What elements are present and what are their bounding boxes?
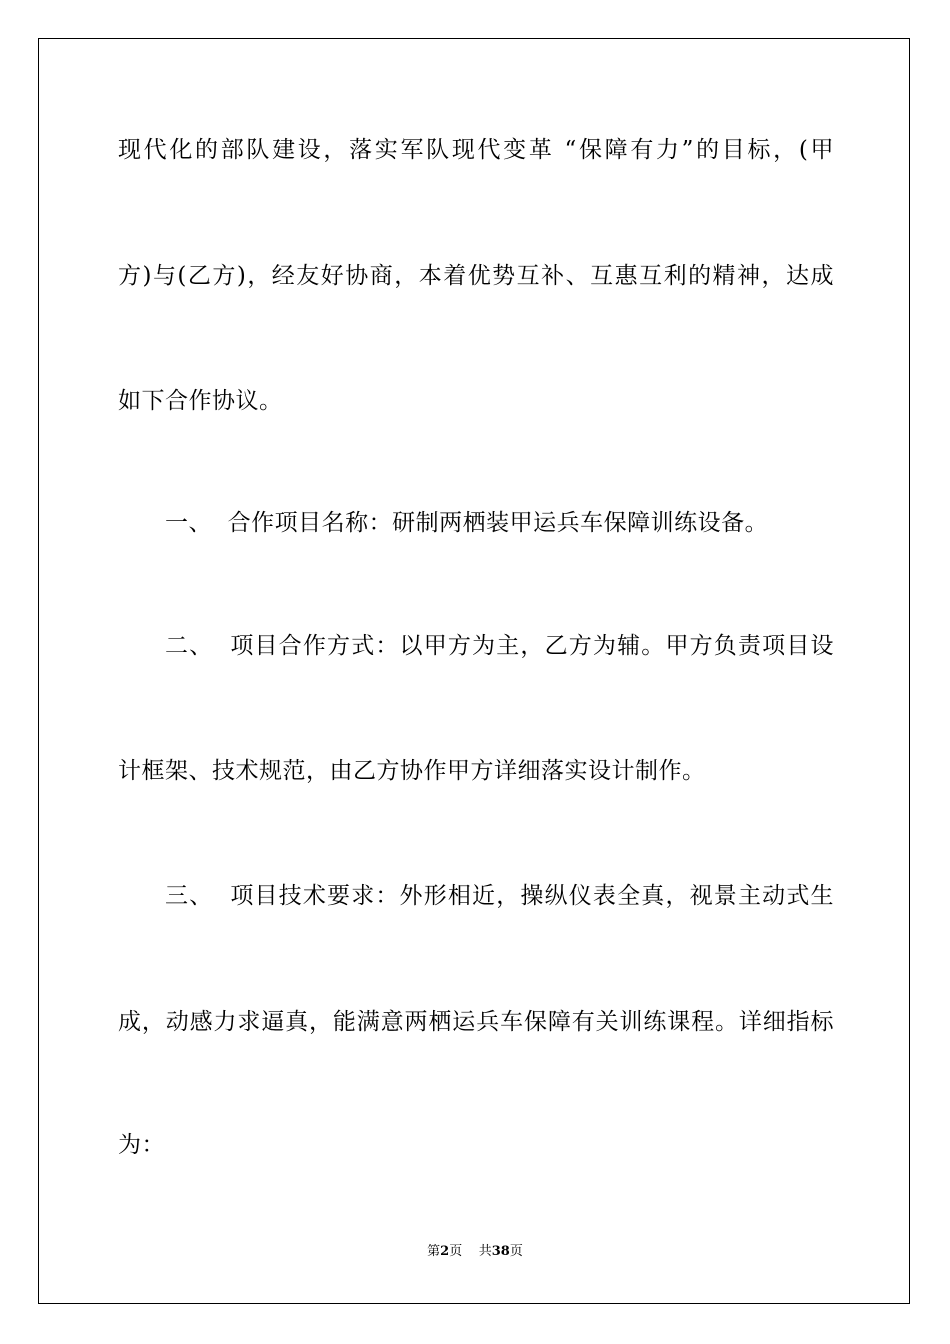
paragraph-line-3: 如下合作协议。	[118, 388, 283, 414]
paragraph-line-2: 方)与(乙方)，经友好协商，本着优势互补、互惠互利的精神，达成	[118, 263, 834, 289]
clause-3-line-3: 为：	[118, 1132, 165, 1158]
total-pages: 38	[491, 1244, 510, 1259]
clause-3-line-1: 三、 项目技术要求：外形相近，操纵仪表全真，视景主动式生	[165, 883, 834, 909]
page-footer	[0, 1244, 950, 1260]
page-border	[38, 38, 910, 1304]
total-suffix: 页	[509, 1244, 523, 1259]
clause-2-line-1: 二、 项目合作方式：以甲方为主，乙方为辅。甲方负责项目设	[165, 633, 834, 659]
clause-1-line: 一、 合作项目名称：研制两栖装甲运兵车保障训练设备。	[165, 510, 769, 536]
page-number: 2	[440, 1244, 450, 1259]
page-prefix: 第	[427, 1244, 441, 1259]
total-prefix: 共	[478, 1244, 492, 1259]
paragraph-line-1: 现代化的部队建设，落实军队现代变革 “保障有力”的目标，(甲	[118, 137, 834, 163]
clause-2-line-2: 计框架、技术规范，由乙方协作甲方详细落实设计制作。	[118, 758, 706, 784]
page-suffix: 页	[449, 1244, 463, 1259]
clause-3-line-2: 成，动感力求逼真，能满意两栖运兵车保障有关训练课程。详细指标	[118, 1009, 834, 1035]
